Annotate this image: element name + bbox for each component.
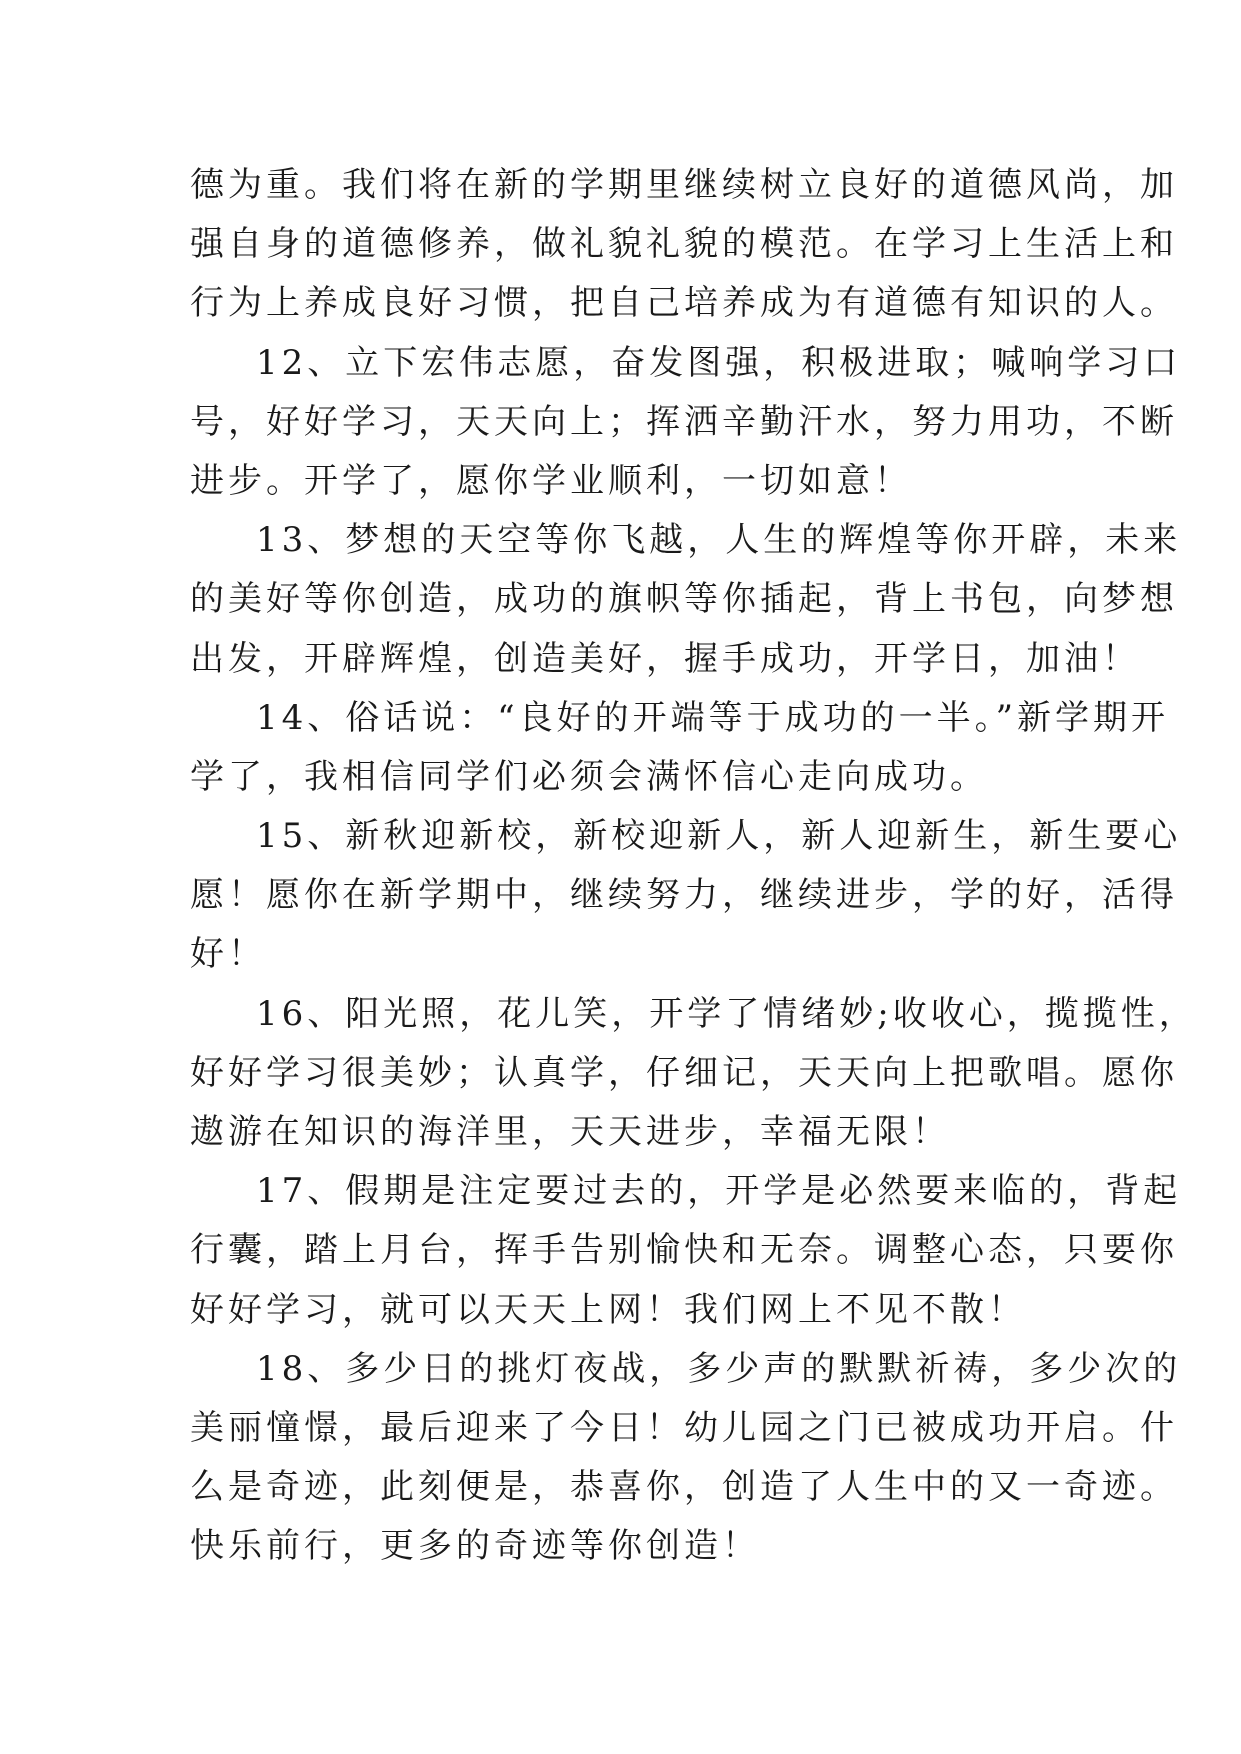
- text-line: 学了，我相信同学们必须会满怀信心走向成功。: [190, 756, 988, 797]
- text-line: 号，好好学习，天天向上；挥洒辛勤汗水，努力用功，不断: [190, 401, 1178, 442]
- text-line: 行为上养成良好习惯，把自己培养成为有道德有知识的人。: [190, 283, 1178, 324]
- text-line: 愿！愿你在新学期中，继续努力，继续进步，学的好，活得: [190, 875, 1178, 916]
- text-line: 快乐前行，更多的奇迹等你创造！: [190, 1526, 760, 1567]
- paragraph-14-start: 14、俗话说：“良好的开端等于成功的一半。”新学期开: [256, 697, 1170, 738]
- paragraph-12-start: 12、立下宏伟志愿，奋发图强，积极进取；喊响学习口: [256, 342, 1182, 383]
- text-line: 遨游在知识的海洋里，天天进步，幸福无限！: [190, 1112, 950, 1152]
- text-line: 强自身的道德修养，做礼貌礼貌的模范。在学习上生活上和: [190, 224, 1178, 265]
- text-line: 行囊，踏上月台，挥手告别愉快和无奈。调整心态，只要你: [190, 1230, 1178, 1271]
- text-line: 出发，开辟辉煌，创造美好，握手成功，开学日，加油！: [190, 638, 1140, 679]
- paragraph-17-start: 17、假期是注定要过去的，开学是必然要来临的，背起: [256, 1171, 1182, 1212]
- paragraph-15-start: 15、新秋迎新校，新校迎新人，新人迎新生，新生要心: [256, 816, 1182, 857]
- text-line: 好好学习很美妙；认真学，仔细记，天天向上把歌唱。愿你: [190, 1052, 1178, 1093]
- text-line: 好！: [190, 934, 266, 975]
- text-line: 德为重。我们将在新的学期里继续树立良好的道德风尚，加: [190, 165, 1178, 205]
- text-line: 的美好等你创造，成功的旗帜等你插起，背上书包，向梦想: [190, 579, 1178, 620]
- text-line: 进步。开学了，愿你学业顺利，一切如意！: [190, 460, 912, 501]
- paragraph-13-start: 13、梦想的天空等你飞越，人生的辉煌等你开辟，未来: [256, 520, 1182, 561]
- paragraph-18-start: 18、多少日的挑灯夜战，多少声的默默祈祷，多少次的: [256, 1348, 1182, 1389]
- text-line: 美丽憧憬，最后迎来了今日！幼儿园之门已被成功开启。什: [190, 1407, 1178, 1448]
- paragraph-16-start: 16、阳光照，花儿笑，开学了情绪妙;收收心，揽揽性，: [256, 993, 1197, 1034]
- text-line: 么是奇迹，此刻便是，恭喜你，创造了人生中的又一奇迹。: [190, 1467, 1178, 1508]
- text-line: 好好学习，就可以天天上网！我们网上不见不散！: [190, 1289, 1026, 1330]
- document-body: [190, 156, 1197, 1577]
